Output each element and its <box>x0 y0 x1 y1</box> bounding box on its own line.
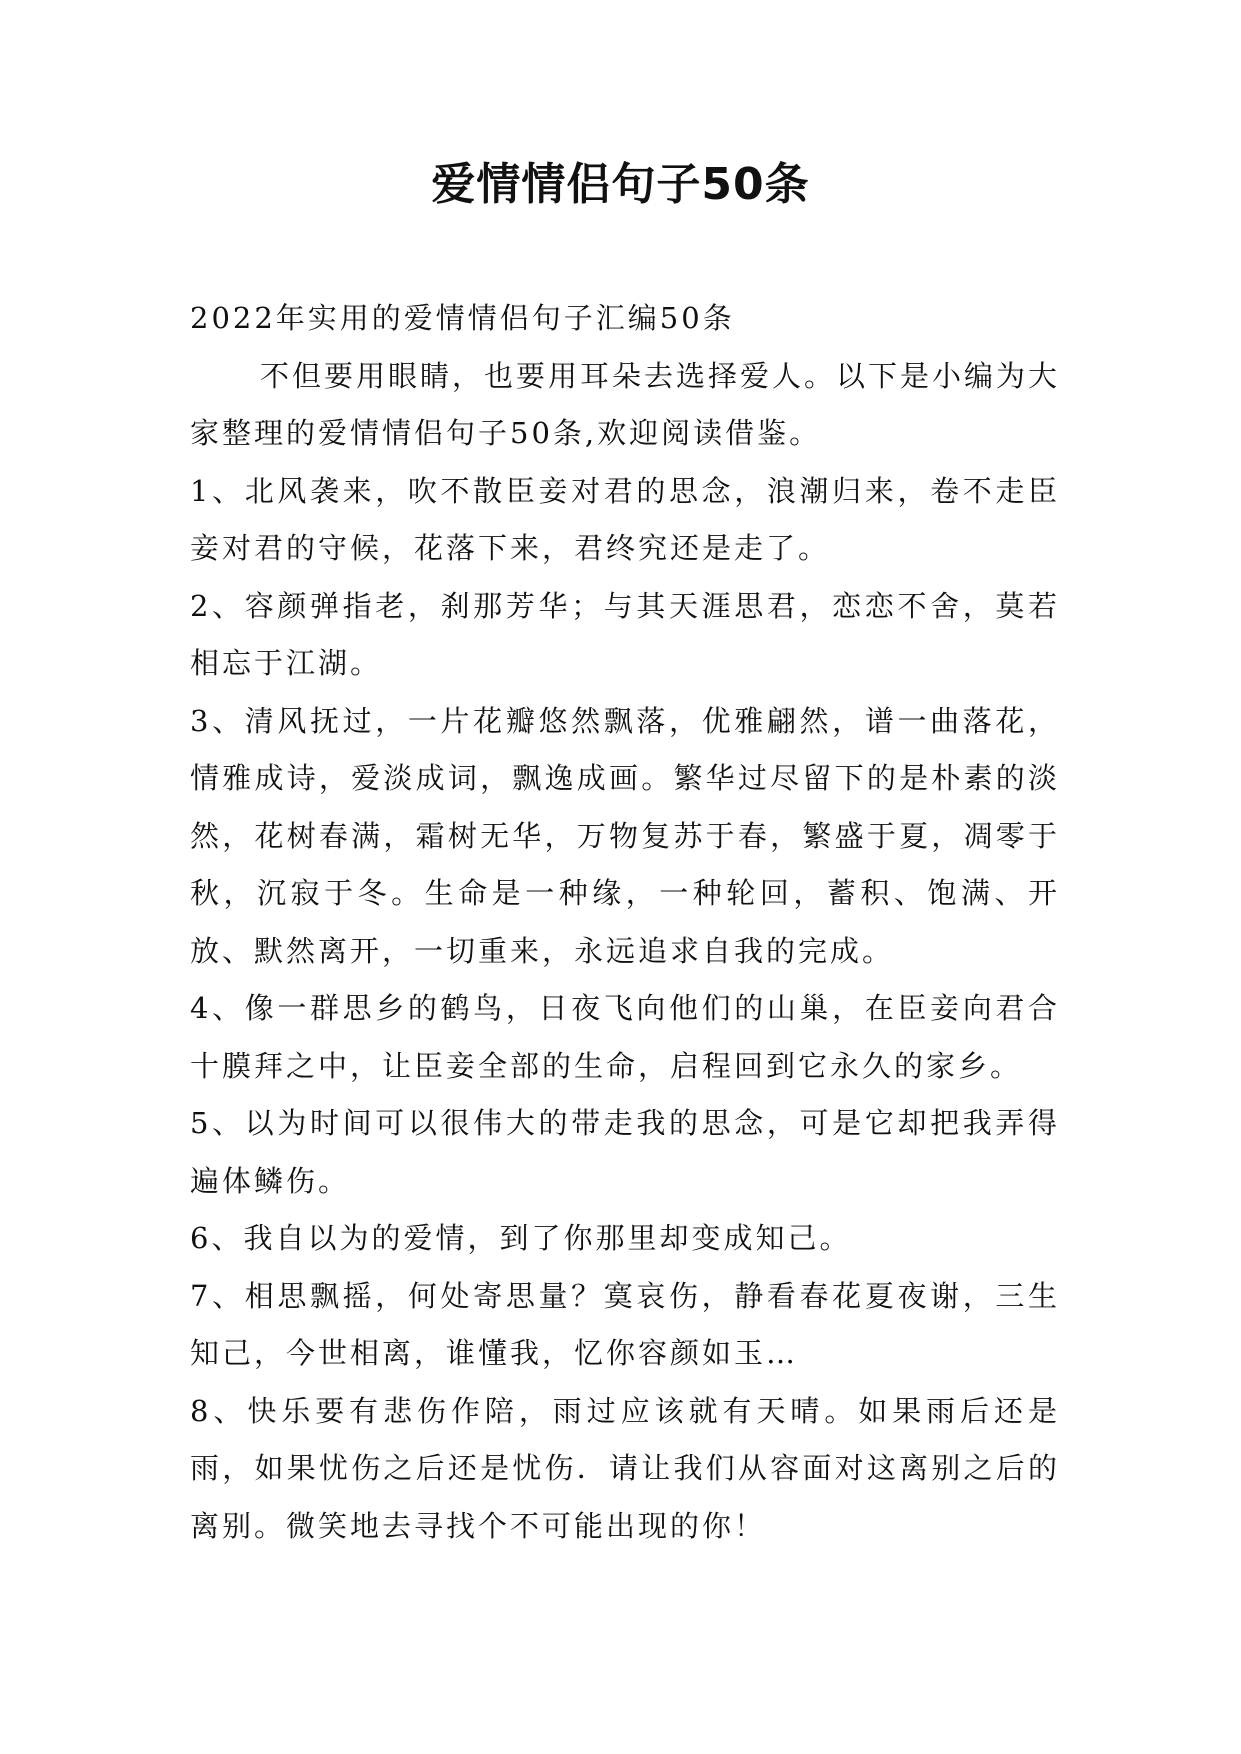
list-item-5: 5、以为时间可以很伟大的带走我的思念，可是它却把我弄得遍体鳞伤。 <box>190 1106 1060 1198</box>
document-title: 爱情情侣句子50条 <box>431 159 810 210</box>
list-item-8: 8、快乐要有悲伤作陪，雨过应该就有天晴。如果雨后还是雨，如果忧伤之后还是忧伤．请让我们从容面对这离别之后的离别。微笑地去寻找个不可能出现的你！ <box>190 1393 1060 1543</box>
list-item-7: 7、相思飘摇，何处寄思量？寞哀伤，静看春花夏夜谢，三生知己，今世相离，谁懂我，忆你容颜如玉… <box>190 1278 1060 1370</box>
list-item-2: 2、容颜弹指老，刹那芳华；与其天涯思君，恋恋不舍，莫若相忘于江湖。 <box>190 588 1060 680</box>
intro-paragraph: 不但要用眼睛，也要用耳朵去选择爱人。以下是小编为大家整理的爱情情侣句子50条,欢迎阅读借鉴。 <box>190 358 1061 450</box>
list-item-3: 3、清风抚过，一片花瓣悠然飘落，优雅翩然，谱一曲落花，情雅成诗，爱淡成词，飘逸成画。繁华过尽留下的是朴素的淡然，花树春满，霜树无华，万物复苏于春，繁盛于夏，凋零于秋，沉寂于冬。生命是一种缘，一种轮回，蓄积、饱满、开放、默然离开，一切重来，永远追求自我的完成。 <box>190 703 1060 968</box>
list-item-4: 4、像一群思乡的鹤鸟，日夜飞向他们的山巢，在臣妾向君合十膜拜之中，让臣妾全部的生命，启程回到它永久的家乡。 <box>190 991 1060 1083</box>
document-body <box>190 290 1060 1555</box>
list-item-1: 1、北风袭来，吹不散臣妾对君的思念，浪潮归来，卷不走臣妾对君的守候，花落下来，君终究还是走了。 <box>190 473 1060 565</box>
list-item-6: 6、我自以为的爱情，到了你那里却变成知己。 <box>190 1221 852 1255</box>
document-subtitle: 2022年实用的爱情情侣句子汇编50条 <box>190 301 735 335</box>
